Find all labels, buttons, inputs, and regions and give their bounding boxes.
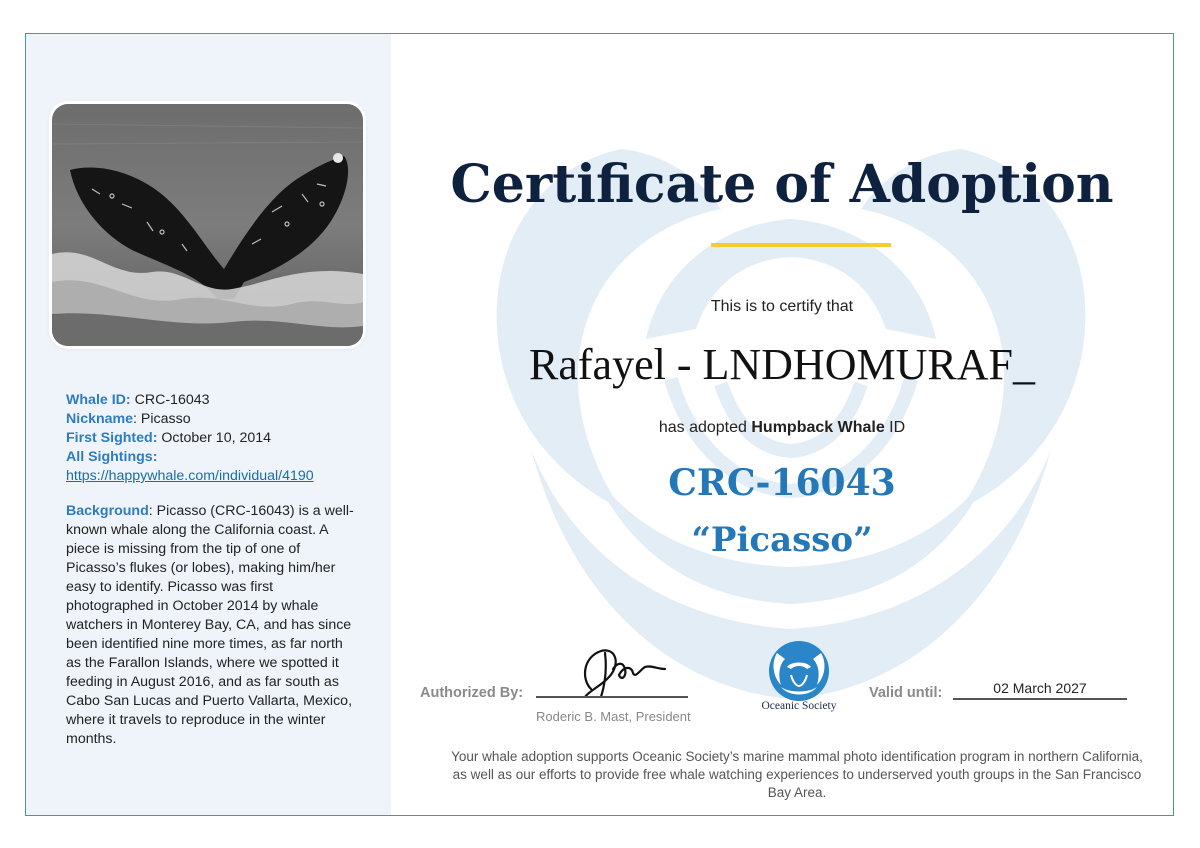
nickname-row: Nickname: Picasso (66, 411, 191, 427)
whale-fluke-photo (52, 104, 363, 346)
valid-until-date: 02 March 2027 (993, 680, 1087, 696)
adopted-whale-id: CRC-16043 (668, 462, 896, 504)
adopted-whale-nickname: “Picasso” (691, 520, 873, 560)
whale-id-value: CRC-16043 (134, 392, 210, 408)
adopted-suffix: ID (889, 419, 906, 436)
whale-id-row (66, 391, 356, 410)
certify-text: This is to certify that (710, 298, 854, 315)
adopted-prefix: has adopted (658, 419, 747, 436)
certificate-title: Certificate of Adoption (450, 154, 1114, 215)
whale-details (66, 391, 356, 749)
oceanic-society-logo-text: Oceanic Society (761, 700, 837, 712)
certificate-frame (25, 33, 1174, 816)
authorized-by-label: Authorized By: (420, 685, 524, 701)
title-underline (711, 243, 891, 247)
first-sighted-value: October 10, 2014 (161, 430, 272, 446)
adopted-line (391, 419, 1173, 437)
signature-line (536, 696, 688, 698)
species: Humpback Whale (751, 419, 885, 436)
whale-id-label: Whale ID: (66, 392, 131, 408)
all-sightings-link[interactable]: https://happywhale.com/individual/4190 (66, 468, 314, 484)
footer-note: Your whale adoption supports Oceanic Society’s marine mammal photo identification program in northern California, as well as our efforts to provide free whale watching experiences to underserved youth groups in the San Francisco Bay Area. (451, 749, 1143, 800)
signature (561, 639, 671, 701)
background-value: Picasso (CRC-16043) is a well-known whale along the California coast. A piece is missing from the tip of one of Picasso’s flukes (or lobes), making him/her easy to identify. Picasso was first photographed in October 2014 by whale watchers in Monterey Bay, CA, and has since been identified nine more times, as far north as the Farallon Islands, where we spotted it feeding in August 2016, and as far south as Cabo San Lucas and Puerto Vallarta, Mexico, where it travels to reproduce in the winter months. (66, 503, 354, 747)
first-sighted-label: First Sighted: (66, 430, 158, 446)
background-text: Background: Picasso (CRC-16043) is a well-known whale along the California coast. A piece is missing from the tip of one of Picasso’s flukes (or lobes), making him/her easy to identify. Picasso was first photographed in October 2014 by whale watchers in Monterey Bay, CA, and has since been identified nine more times, as far north as the Farallon Islands, where we spotted it feeding in August 2016, and as far south as Cabo San Lucas and Puerto Vallarta, Mexico, where it travels to reproduce in the winter months. (66, 503, 354, 747)
nickname-label: Nickname (66, 411, 134, 427)
nickname-value: Picasso (140, 411, 191, 427)
adopter-name: Rafayel - LNDHOMURAF_ (529, 340, 1035, 389)
first-sighted-row (66, 429, 356, 448)
background-label: Background (66, 503, 149, 519)
valid-until-label: Valid until: (869, 685, 943, 701)
certificate-main (391, 34, 1173, 815)
all-sightings-label: All Sightings: (66, 449, 158, 465)
whale-info-sidebar (26, 34, 391, 815)
signer-name: Roderic B. Mast, President (536, 709, 691, 724)
valid-until-line (953, 698, 1127, 700)
